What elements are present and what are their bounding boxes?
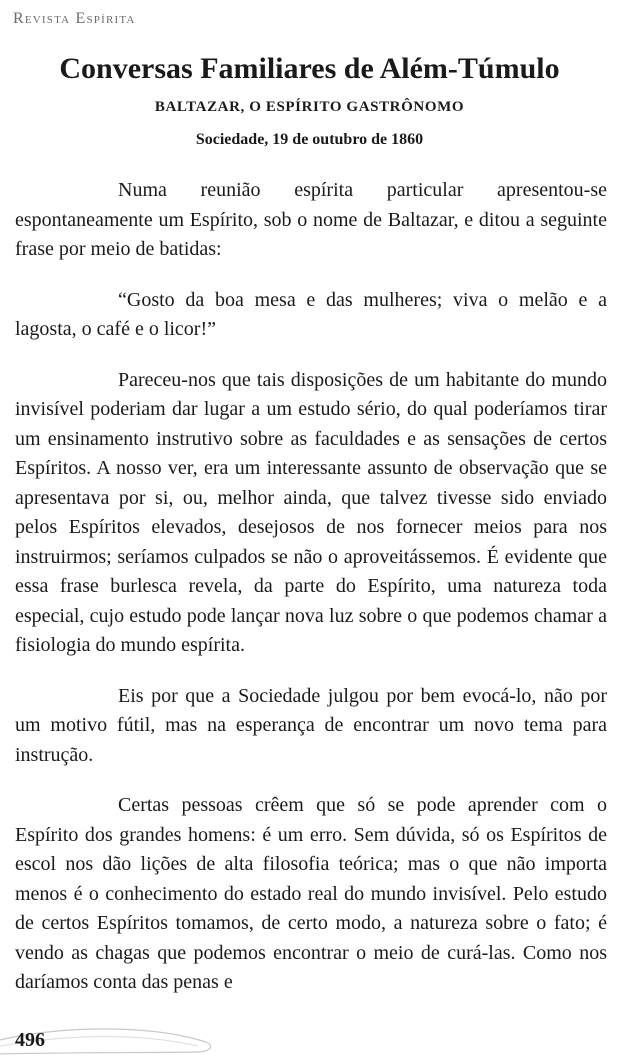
article-title: Conversas Familiares de Além-Túmulo <box>59 52 560 85</box>
paragraph-2-quote: “Gosto da boa mesa e das mulheres; viva o melão e a lagosta, o café e o licor!” <box>15 288 607 340</box>
paragraph-1: Numa reunião espírita particular apresentou-se espontaneamente um Espírito, sob o nome de Baltazar, e ditou a seguinte frase por meio de batidas: <box>15 179 607 260</box>
article-body <box>15 176 607 1019</box>
page-number: 496 <box>15 1029 45 1051</box>
running-head: Revista Espírita <box>13 10 136 27</box>
session-date: Sociedade, 19 de outubro de 1860 <box>195 131 424 148</box>
paragraph-5: Certas pessoas crêem que só se pode aprender com o Espírito dos grandes homens: é um erro. Sem dúvida, só os Espíritos de escol nos dão lições de alta filosofia teórica; mas o que não importa menos é o conhecimento do estado real do mundo invisível. Pelo estudo de certos Espíritos tomamos, de certo modo, a natureza sobre o fato; é vendo as chagas que podemos encontrar o meio de curá-las. Como nos daríamos conta das penas e <box>15 794 607 993</box>
article-subtitle: BALTAZAR, O ESPÍRITO GASTRÔNOMO <box>154 99 465 115</box>
paragraph-3: Pareceu-nos que tais disposições de um habitante do mundo invisível poderiam dar lugar a um estudo sério, do qual poderíamos tirar um ensinamento instrutivo sobre as faculdades e as sensações de certos Espíritos. A nosso ver, era um interessante assunto de observação que se apresentava por si, ou, melhor ainda, que talvez tivesse sido enviado pelos Espíritos elevados, desejosos de nos fornecer meios para nos instruirmos; seríamos culpados se não o aproveitássemos. É evidente que essa frase burlesca revela, da parte do Espírito, uma natureza toda especial, cujo estudo pode lançar nova luz sobre o que podemos chamar a fisiologia do mundo espírita. <box>15 368 607 656</box>
paragraph-4: Eis por que a Sociedade julgou por bem evocá-lo, não por um motivo fútil, mas na esperança de encontrar um novo tema para instrução. <box>15 684 607 766</box>
